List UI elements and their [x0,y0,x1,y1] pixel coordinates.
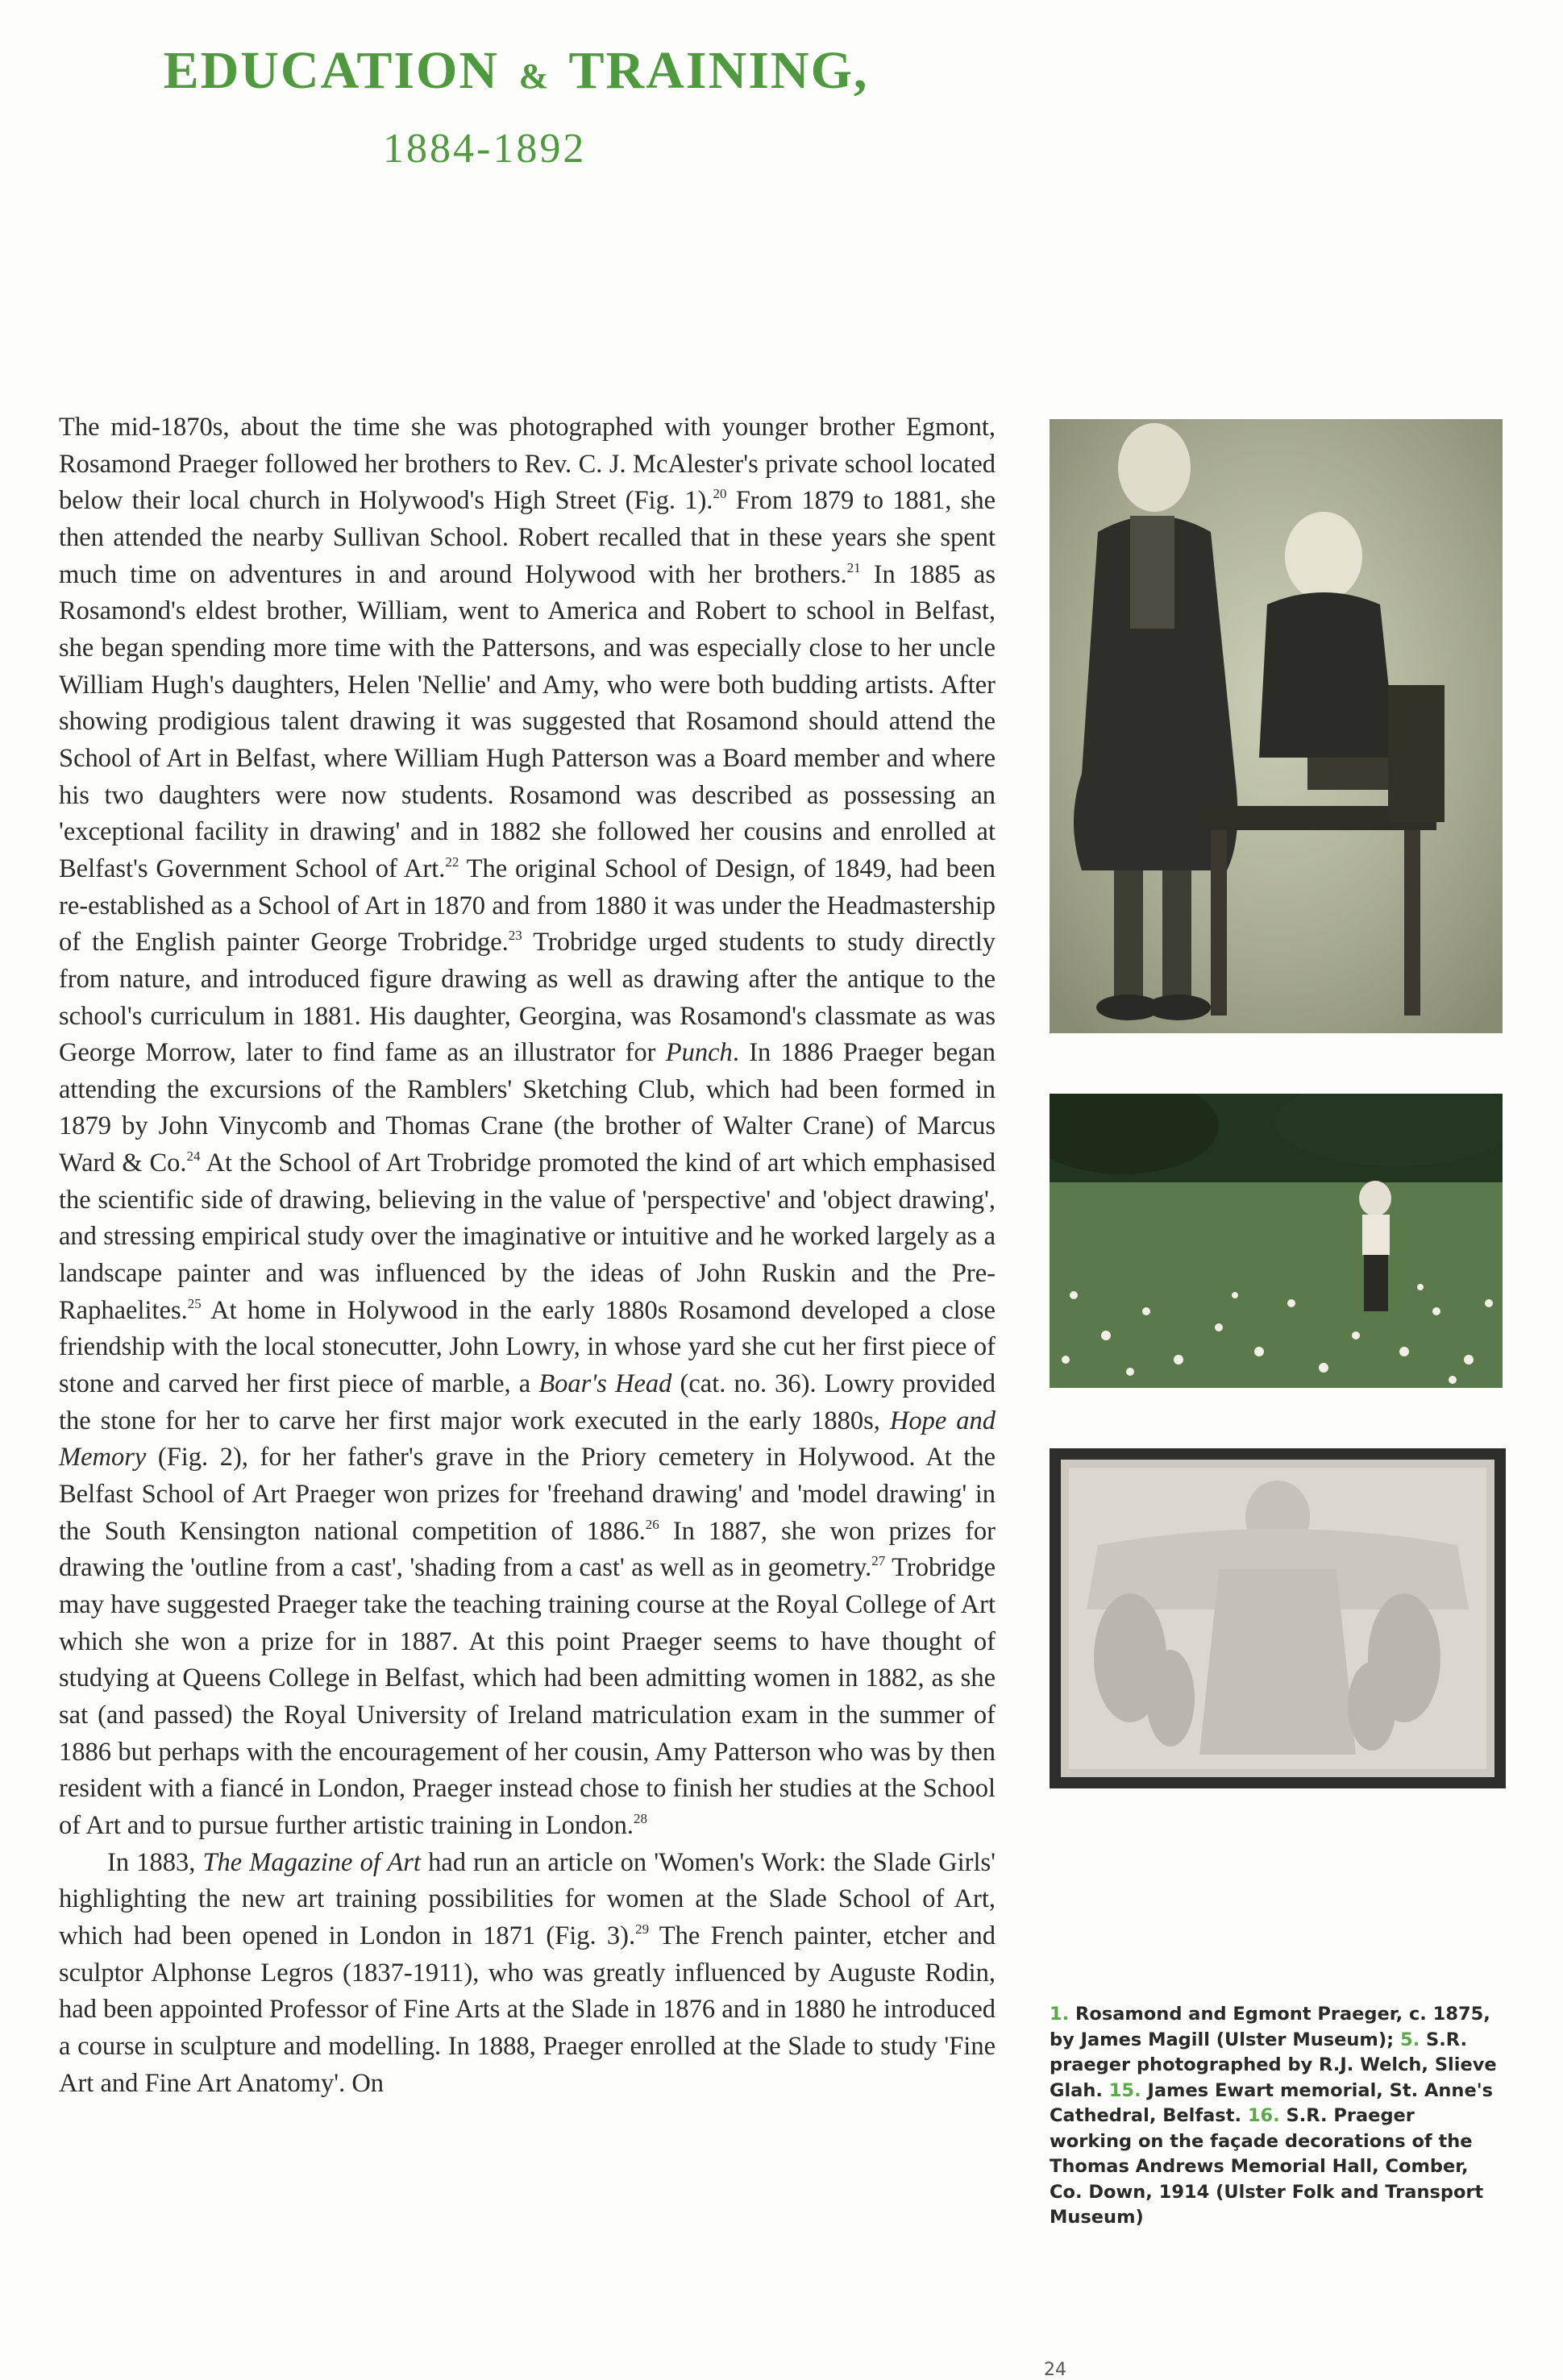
text-run: The original School of Design, of 1849, had been re-established as a School of Art in 1870 and from 1880 it was under the Headmastership of the English painter George Trobridge. [59,854,996,957]
footnote-ref: 24 [186,1148,201,1165]
footnote-ref: 25 [187,1295,202,1311]
text-run: . In 1886 Praeger began attending the excursions of the Ramblers' Sketching Club, which had been formed in 1879 by John Vinycomb and Thomas Crane (the brother of Walter Crane) of Marcus Ward & Co. [59,1038,996,1178]
footnote-ref: 20 [713,486,727,502]
article-body [59,409,996,2102]
photo-rosamond-and-egmont [1050,419,1503,1033]
text-run: Rosamond and Egmont Praeger, c. 1875, by James Magill (Ulster Museum); [1050,2004,1490,2050]
photo-ewart-memorial-relief [1050,1448,1506,1788]
text-run: At the School of Art Trobridge promoted the kind of art which emphasised the scientific side of drawing, believing in the value of 'perspective' and 'object drawing', and stressing empirical study over the imaginative or intuitive and he worked largely as a landscape painter and was influenced by the ideas of John Ruskin and the Pre-Raphaelites. [59,1148,996,1325]
text-run: (cat. no. 36). Lowry provided the stone for her to carve her first major work executed in the early 1880s, [59,1369,996,1435]
chapter-title-ampersand: & [518,56,551,96]
text-run: S.R. praeger photographed by R.J. Welch, Slieve Glah. [1050,2029,1497,2101]
chapter-title-word-1: EDUCATION [163,41,500,100]
text-run: In 1885 as Rosamond's eldest brother, William, went to America and Robert to school in Belfast, she began spending more time with the Pattersons, and was especially close to her uncle William Hugh's daughters, Helen 'Nellie' and Amy, who were both budding artists. After showing prodigious talent drawing it was suggested that Rosamond should attend the School of Art in Belfast, where William Hugh Patterson was a Board member and where his two daughters were now students. Rosamond was described as possessing an 'exceptional facility in drawing' and in 1882 she followed her cousins and enrolled at Belfast's Government School of Art. [59,559,996,883]
chapter-date-range: 1884-1892 [383,126,587,172]
chapter-title-word-2: TRAINING, [568,41,869,100]
italic-title: The Magazine of Art [202,1847,421,1877]
text-run: (Fig. 2), for her father's grave in the Priory cemetery in Holywood. At the Belfast School of Art Praeger won prizes for 'freehand drawing' and 'model drawing' in the South Kensington national competition of 1886. [59,1443,996,1546]
footnote-ref: 21 [846,559,861,575]
text-run: The mid-1870s, about the time she was photographed with younger brother Egmont, Rosamond Praeger followed her brothers to Rev. C. J. McAlester's private school located below their local church in Holywood's High Street (Fig. 1). [59,413,996,516]
text-run: had run an article on 'Women's Work: the Slade Girls' highlighting the new art training possibilities for women at the Slade School of Art, which had been opened in London in 1871 (Fig. 3). [59,1847,996,1950]
chapter-title [0,40,1032,102]
text-run: In 1883, [107,1847,203,1877]
text-run: James Ewart memorial, St. Anne's Cathedral, Belfast. [1050,2079,1493,2126]
text-run: Trobridge may have suggested Praeger take the teaching training course at the Royal College of Art which she won a prize for in 1887. At this point Praeger seems to have thought of studying at Queens College in Belfast, which had been admitting women in 1882, as she sat (and passed) the Royal University of Ireland matriculation exam in the summer of 1886 but perhaps with the encouragement of her cousin, Amy Patterson who was by then resident with a fiancé in London, Praeger instead chose to finish her studies at the School of Art and to pursue further artistic training in London. [59,1553,996,1840]
text-run: At home in Holywood in the early 1880s Rosamond developed a close friendship with the local stonecutter, John Lowry, in whose yard she cut her first piece of stone and carved her first piece of marble, a [59,1295,996,1399]
italic-title: Hope and Memory [59,1406,996,1472]
figure-number: 5. [1399,2029,1420,2050]
footnote-ref: 27 [871,1553,886,1569]
page-number: 24 [1044,2360,1066,2380]
figure-number: 16. [1247,2105,1280,2126]
italic-title: Boar's Head [538,1369,672,1399]
paragraph-2 [59,1845,996,2103]
text-run: S.R. Praeger working on the façade decorations of the Thomas Andrews Memorial Hall, Comber, Co. Down, 1914 (Ulster Folk and Transport Museum) [1050,2105,1484,2228]
italic-title: Punch [665,1038,733,1068]
footnote-ref: 28 [634,1810,648,1826]
photo-slieve-glah-field [1050,1094,1503,1388]
footnote-ref: 29 [635,1921,650,1937]
footnote-ref: 23 [508,928,522,944]
paragraph-1 [59,409,996,1845]
footnote-ref: 22 [445,854,459,870]
text-run: In 1887, she won prizes for drawing the 'outline from a cast', 'shading from a cast' as well as in geometry. [59,1516,996,1583]
footnote-ref: 26 [645,1516,659,1532]
text-run: Trobridge urged students to study directly from nature, and introduced figure drawing as well as drawing after the antique to the school's curriculum in 1881. His daughter, Georgina, was Rosamond's classmate as was George Morrow, later to find fame as an illustrator for [59,928,996,1068]
figure-number: 15. [1108,2079,1141,2101]
text-run: From 1879 to 1881, she then attended the nearby Sullivan School. Robert recalled that in these years she spent much time on adventures in and around Holywood with her brothers. [59,486,996,589]
figure-number: 1. [1050,2004,1070,2025]
text-run: The French painter, etcher and sculptor Alphonse Legros (1837-1911), who was greatly influenced by Auguste Rodin, had been appointed Professor of Fine Arts at the Slade in 1876 and in 1880 he introduced a course in sculpture and modelling. In 1888, Praeger enrolled at the Slade to study 'Fine Art and Fine Art Anatomy'. On [59,1921,996,2098]
figure-caption [1050,2002,1503,2231]
